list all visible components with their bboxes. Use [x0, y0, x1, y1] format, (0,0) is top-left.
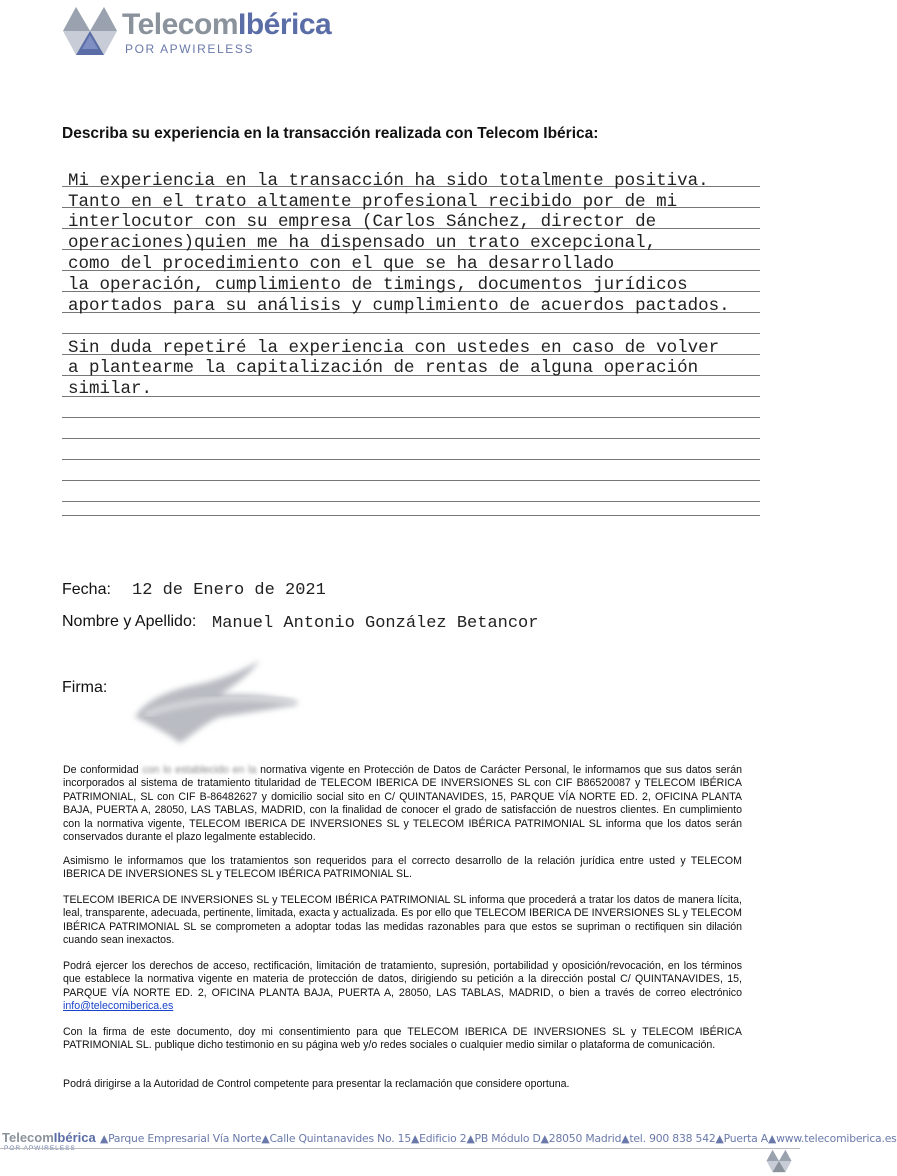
answer-rule	[62, 396, 760, 397]
answer-line: Mi experiencia en la transacción ha sido totalmente positiva.	[68, 171, 709, 191]
nombre-label: Nombre y Apellido:	[62, 613, 197, 630]
signature-image	[125, 655, 325, 750]
survey-question: Describa su experiencia en la transacción realizada con Telecom Ibérica:	[62, 125, 599, 142]
answer-rule	[62, 438, 760, 439]
answer-line: similar.	[68, 379, 153, 399]
answer-line: la operación, cumplimiento de timings, documentos jurídicos	[68, 275, 688, 295]
answer-line: Tanto en el trato altamente profesional recibido por de mi	[68, 192, 678, 212]
answer-rule	[62, 333, 760, 334]
answer-rule	[62, 515, 760, 516]
brand-tagline: POR APWIRELESS	[125, 42, 255, 56]
blurred-text: con lo establecido en la	[142, 764, 257, 776]
legal-paragraph-5: Con la firma de este documento, doy mi consentimiento para que TELECOM IBERICA DE INVERSIONES SL y TELECOM IBÉRICA PATRIMONIAL SL. publique dicho testimonio en su página web y/o redes sociales o cualquier medio similar o plataforma de comunicación.	[63, 1026, 742, 1052]
legal-paragraph-3: TELECOM IBERICA DE INVERSIONES SL y TELECOM IBÉRICA PATRIMONIAL SL informa que procederá a tratar los datos de manera lícita, leal, transparente, adecuada, pertinente, limitada, exacta y actualizada. Es por ello que TELECOM IBERICA DE INVERSIONES SL y TELECOM IBÉRICA PATRIMONIAL SL se comprometen a adoptar todas las medidas razonables para que estos se supriman o rectifiquen sin dilación cuando sean inexactos.	[63, 894, 742, 947]
answer-line: a plantearme la capitalización de rentas de alguna operación	[68, 358, 699, 378]
legal-paragraph-2: Asimismo le informamos que los tratamientos son requeridos para el correcto desarrollo de la relación jurídica entre usted y TELECOM IBERICA DE INVERSIONES SL y TELECOM IBÉRICA PATRIMONIAL SL.	[63, 855, 742, 881]
footer-logo-icon	[766, 1149, 792, 1173]
company-logo-icon	[62, 5, 118, 57]
fecha-label: Fecha:	[62, 581, 111, 598]
answer-line: como del procedimiento con el que se ha desarrollado	[68, 254, 615, 274]
firma-label: Firma:	[62, 679, 108, 696]
answer-rule	[62, 480, 760, 481]
answer-line: operaciones)quien me ha dispensado un trato excepcional,	[68, 233, 657, 253]
brand-name: TelecomIbérica	[122, 8, 332, 41]
legal-paragraph-1: De conformidad con lo establecido en la normativa vigente en Protección de Datos de Carácter Personal, le informamos que sus datos serán incorporados al sistema de tratamiento titularidad de TELECOM IBERICA DE INVERSIONES SL con CIF B86520087 y TELECOM IBÉRICA PATRIMONIAL, SL con CIF B-86482627 y domicilio social sito en C/ QUINTANAVIDES, 15, PARQUE VÍA NORTE ED. 2, OFICINA PLANTA BAJA, PUERTA A, 28050, LAS TABLAS, MADRID, con la finalidad de conocer el grado de satisfacción de nuestros clientes. En cumplimiento con la normativa vigente, TELECOM IBERICA DE INVERSIONES SL y TELECOM IBÉRICA PATRIMONIAL SL informa que los datos serán conservados durante el plazo legalmente establecido.	[63, 764, 742, 844]
answer-line: interlocutor con su empresa (Carlos Sánchez, director de	[68, 212, 657, 232]
answer-line: aportados para su análisis y cumplimiento de acuerdos pactados.	[68, 296, 730, 316]
footer-divider	[0, 1148, 800, 1149]
legal-paragraph-6: Podrá dirigirse a la Autoridad de Control competente para presentar la reclamación que considere oportuna.	[63, 1078, 570, 1090]
answer-rule	[62, 459, 760, 460]
footer-tagline: POR APWIRELESS	[4, 1145, 76, 1152]
answer-line: Sin duda repetiré la experiencia con ustedes en caso de volver	[68, 338, 720, 358]
answer-rule	[62, 501, 760, 502]
email-link[interactable]: info@telecomiberica.es	[63, 1000, 174, 1013]
answer-rule	[62, 417, 760, 418]
footer-brand: TelecomIbérica	[2, 1130, 96, 1145]
footer-address: ▲Parque Empresarial Vía Norte▲Calle Quintanavides No. 15▲Edificio 2▲PB Módulo D▲28050 Madrid▲tel. 900 838 542▲Puerta A▲www.telecomiberica.es	[100, 1132, 897, 1145]
nombre-value: Manuel Antonio González Betancor	[212, 614, 539, 633]
fecha-value: 12 de Enero de 2021	[132, 581, 326, 600]
legal-paragraph-4: Podrá ejercer los derechos de acceso, rectificación, limitación de tratamiento, supresión, portabilidad y oposición/revocación, en los términos que establece la normativa vigente en materia de protección de datos, dirigiendo su petición a la dirección postal C/ QUINTANAVIDES, 15, PARQUE VÍA NORTE ED. 2, OFICINA PLANTA BAJA, PUERTA A, 28050, LAS TABLAS, MADRID, o bien a través de correo electrónico info@telecomiberica.es	[63, 960, 742, 1013]
